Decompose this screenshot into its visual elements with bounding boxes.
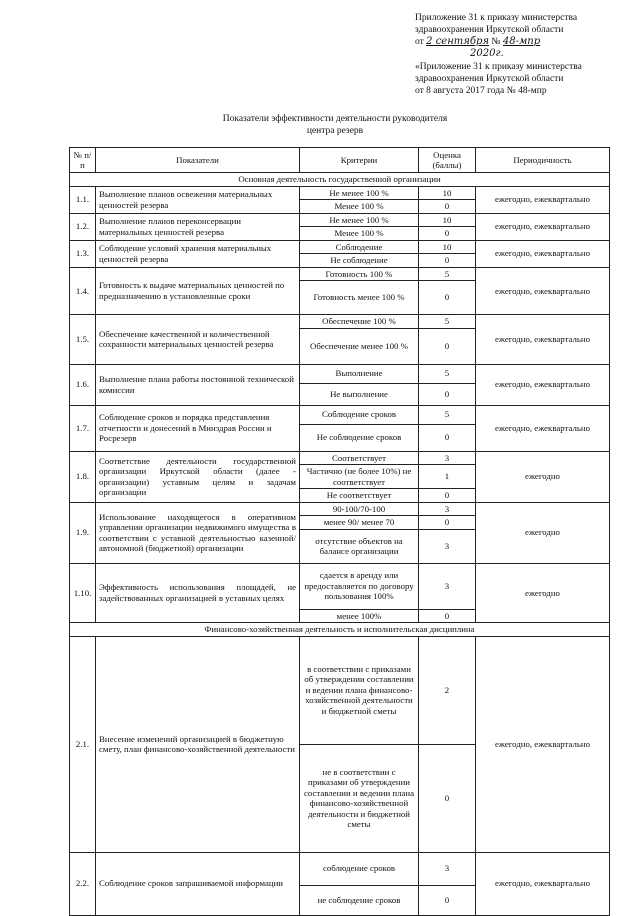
score: 0 <box>419 424 476 451</box>
handwritten-date: 2 сентября <box>426 36 490 47</box>
criterion: в соответствии с приказами об утверждении составлении и ведении плана финансово-хозяйственной деятельности и бюджетной сметы <box>300 636 419 744</box>
row-indicator: Эффективность использования площадей, не задействованных организацией в уставных целях <box>96 563 300 623</box>
criterion: не соблюдение сроков <box>300 885 419 915</box>
score: 0 <box>419 609 476 623</box>
criterion: Менее 100 % <box>300 227 419 241</box>
table-row <box>70 213 610 227</box>
section-row <box>70 623 610 637</box>
row-number: 1.6. <box>70 364 96 405</box>
criterion: не в соответствии с приказами об утверждении составлении и ведении плана финансово-хозяйственной деятельности и бюджетной сметы <box>300 744 419 852</box>
row-indicator: Соответствие деятельности государственной организации Иркутской области (далее - организации) уставным целям и задачам организации <box>96 451 300 502</box>
criterion: Обеспечение менее 100 % <box>300 328 419 364</box>
header-line-6: здравоохранения Иркутской области <box>415 74 564 84</box>
score: 0 <box>419 227 476 241</box>
score: 0 <box>419 281 476 315</box>
score: 5 <box>419 315 476 329</box>
score: 5 <box>419 267 476 281</box>
criterion: Не соблюдение сроков <box>300 424 419 451</box>
criterion: Соответствует <box>300 451 419 465</box>
col-header-score: Оценка (баллы) <box>419 148 476 173</box>
score: 0 <box>419 254 476 268</box>
row-number: 1.3. <box>70 240 96 267</box>
row-number: 1.2. <box>70 213 96 240</box>
score: 0 <box>419 383 476 405</box>
table-row <box>70 451 610 465</box>
row-period: ежегодно <box>476 451 610 502</box>
criterion: Выполнение <box>300 364 419 383</box>
score: 3 <box>419 451 476 465</box>
table-row <box>70 502 610 516</box>
score: 3 <box>419 563 476 609</box>
row-indicator: Выполнение планов переконсервации материальных ценностей резерва <box>96 213 300 240</box>
row-number: 1.9. <box>70 502 96 563</box>
section-title-main: Основная деятельность государственной организации <box>70 173 610 187</box>
row-period: ежегодно <box>476 563 610 623</box>
row-number: 1.5. <box>70 315 96 365</box>
score: 0 <box>419 885 476 915</box>
criterion: отсутствие объектов на балансе организации <box>300 529 419 563</box>
row-number: 1.10. <box>70 563 96 623</box>
criterion: менее 90/ менее 70 <box>300 516 419 530</box>
header-line-2: здравоохранения Иркутской области <box>415 25 564 35</box>
score: 0 <box>419 328 476 364</box>
score: 0 <box>419 744 476 852</box>
score: 10 <box>419 240 476 254</box>
criterion: Обеспечение 100 % <box>300 315 419 329</box>
header-line-1: Приложение 31 к приказу министерства <box>415 13 578 23</box>
col-header-criteria: Критерии <box>300 148 419 173</box>
criterion: Не выполнение <box>300 383 419 405</box>
table-row <box>70 405 610 424</box>
header-line-3 <box>415 36 540 48</box>
row-period: ежегодно, ежеквартально <box>476 636 610 852</box>
col-header-indicator: Показатели <box>96 148 300 173</box>
section-row <box>70 173 610 187</box>
row-period: ежегодно, ежеквартально <box>476 240 610 267</box>
criterion: Соблюдение <box>300 240 419 254</box>
row-indicator: Выполнение планов освежения материальных ценностей резерва <box>96 186 300 213</box>
row-number: 1.8. <box>70 451 96 502</box>
row-indicator: Соблюдение условий хранения материальных ценностей резерва <box>96 240 300 267</box>
row-indicator: Соблюдение сроков и порядка представления отчетности и донесений в Минздрав России и Росрезерв <box>96 405 300 451</box>
header-date-prefix: от <box>415 37 424 47</box>
handwritten-year: 2020г. <box>470 48 504 59</box>
criterion: Не менее 100 % <box>300 213 419 227</box>
row-period: ежегодно, ежеквартально <box>476 364 610 405</box>
criterion: Готовность 100 % <box>300 267 419 281</box>
criterion: Не соблюдение <box>300 254 419 268</box>
criterion: менее 100% <box>300 609 419 623</box>
row-number: 2.1. <box>70 636 96 852</box>
doc-title-line-2: центра резерв <box>306 126 364 136</box>
table-row <box>70 364 610 383</box>
criterion: Частично (не более 10%) не соответствует <box>300 465 419 489</box>
criterion: соблюдение сроков <box>300 852 419 885</box>
score: 5 <box>419 364 476 383</box>
row-indicator: Готовность к выдаче материальных ценностей по предназначению в установленные сроки <box>96 267 300 315</box>
score: 3 <box>419 529 476 563</box>
row-period: ежегодно, ежеквартально <box>476 315 610 365</box>
score: 3 <box>419 502 476 516</box>
row-indicator: Внесение изменений организацией в бюджетную смету, план финансово-хозяйственной деятельности <box>96 636 300 852</box>
score: 0 <box>419 516 476 530</box>
score: 1 <box>419 465 476 489</box>
row-period: ежегодно, ежеквартально <box>476 405 610 451</box>
handwritten-number: 48-мпр <box>502 36 541 47</box>
header-line-7: от 8 августа 2017 года № 48-мпр <box>415 86 547 96</box>
score: 10 <box>419 186 476 200</box>
criterion: Готовность менее 100 % <box>300 281 419 315</box>
score: 10 <box>419 213 476 227</box>
table-row <box>70 240 610 254</box>
col-header-num: № п/п <box>70 148 96 173</box>
score: 5 <box>419 405 476 424</box>
section-title-finance: Финансово-хозяйственная деятельность и исполнительская дисциплина <box>70 623 610 637</box>
table-header-row <box>70 148 610 173</box>
score: 0 <box>419 200 476 214</box>
table-row <box>70 186 610 200</box>
criterion: сдается в аренду или предоставляется по договору пользования 100% <box>300 563 419 609</box>
doc-title-line-1: Показатели эффективности деятельности руководителя <box>222 114 448 124</box>
criterion: 90-100/70-100 <box>300 502 419 516</box>
table-row <box>70 563 610 609</box>
criterion: Не соответствует <box>300 489 419 503</box>
table-row <box>70 636 610 744</box>
row-number: 1.1. <box>70 186 96 213</box>
col-header-period: Периодичность <box>476 148 610 173</box>
row-indicator: Обеспечение качественной и количественной сохранности материальных ценностей резерва <box>96 315 300 365</box>
row-period: ежегодно <box>476 502 610 563</box>
row-indicator: Использование находящегося в оперативном управлении организации недвижимого имущества в соответствии с уставной деятельностью казенной/ автономной (бюджетной) организации <box>96 502 300 563</box>
table-row <box>70 267 610 281</box>
indicators-table <box>69 147 610 916</box>
row-indicator: Выполнение плана работы постоянной технической комиссии <box>96 364 300 405</box>
row-indicator: Соблюдение сроков запрашиваемой информации <box>96 852 300 915</box>
criterion: Соблюдение сроков <box>300 405 419 424</box>
criterion: Не менее 100 % <box>300 186 419 200</box>
table-row <box>70 315 610 329</box>
row-period: ежегодно, ежеквартально <box>476 852 610 915</box>
criterion: Менее 100 % <box>300 200 419 214</box>
table-row <box>70 852 610 885</box>
row-period: ежегодно, ежеквартально <box>476 267 610 315</box>
row-period: ежегодно, ежеквартально <box>476 186 610 213</box>
row-number: 1.7. <box>70 405 96 451</box>
header-number-sign: № <box>491 37 501 47</box>
row-number: 1.4. <box>70 267 96 315</box>
score: 2 <box>419 636 476 744</box>
header-line-5: «Приложение 31 к приказу министерства <box>415 62 582 72</box>
score: 0 <box>419 489 476 503</box>
score: 3 <box>419 852 476 885</box>
row-number: 2.2. <box>70 852 96 915</box>
row-period: ежегодно, ежеквартально <box>476 213 610 240</box>
